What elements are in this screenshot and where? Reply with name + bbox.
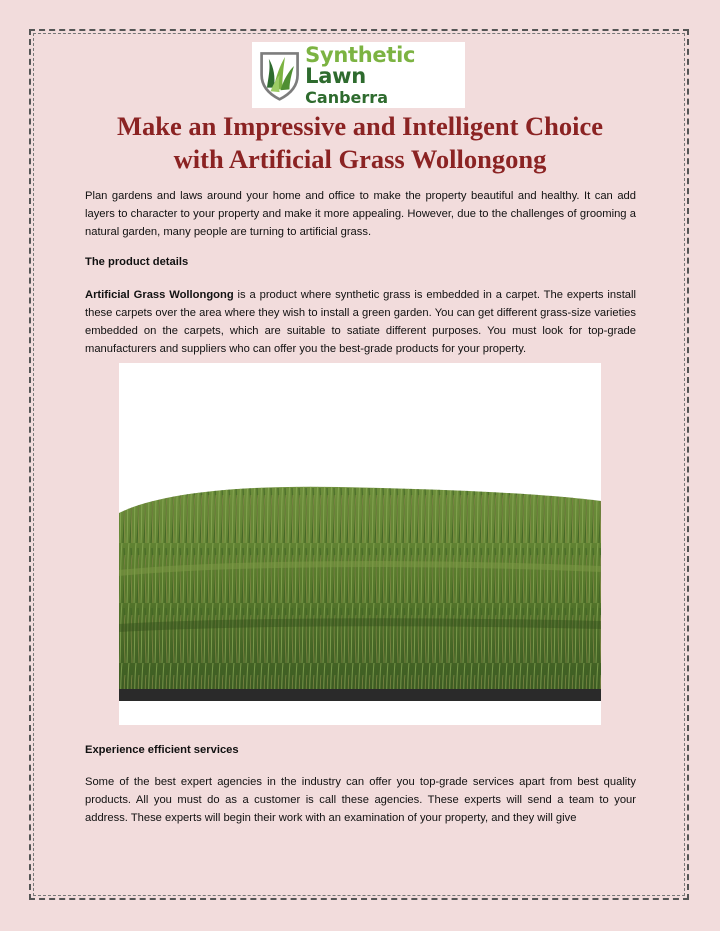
grass-shield-icon — [258, 45, 301, 105]
artificial-grass-illustration — [119, 363, 601, 725]
logo-word-canberra: Canberra — [305, 87, 388, 107]
intro-paragraph: Plan gardens and laws around your home and office to make the property beautiful and healthy. It can add layers to character to your property and make it more appealing. However, due to the challenges of grooming a natural garden, many people are turning to artificial grass. — [85, 190, 636, 238]
logo-word-lawn: Lawn — [305, 63, 366, 88]
company-logo — [252, 42, 465, 108]
title-line-2: with Artificial Grass Wollongong — [173, 144, 547, 174]
product-details-heading: The product details — [85, 256, 189, 268]
product-keyword: Artificial Grass Wollongong — [85, 289, 234, 301]
logo-line-1 — [305, 42, 465, 88]
page-title — [40, 110, 680, 176]
services-paragraph: Some of the best expert agencies in the industry can offer you top-grade services apart from best quality products. All you must do as a customer is call these agencies. These experts will send a team to your address. These experts will begin their work with an examination of your property, and they will give — [85, 776, 636, 824]
title-line-1: Make an Impressive and Intelligent Choice — [116, 111, 604, 141]
product-paragraph — [85, 286, 636, 358]
logo-wordmark — [305, 42, 465, 107]
product-paragraph-text: is a product where synthetic grass is embedded in a carpet. The experts install these carpets over the area where they wish to install a green garden. You can get different grass-size varieties embedded on the carpets, which are suitable to satiate different purposes. You must look for top-grade manufacturers and suppliers who can offer you the best-grade products for your property. — [85, 289, 637, 355]
logo-word-synthetic: Synthetic — [305, 42, 416, 67]
artificial-grass-image — [119, 363, 601, 725]
services-heading: Experience efficient services — [85, 744, 239, 756]
